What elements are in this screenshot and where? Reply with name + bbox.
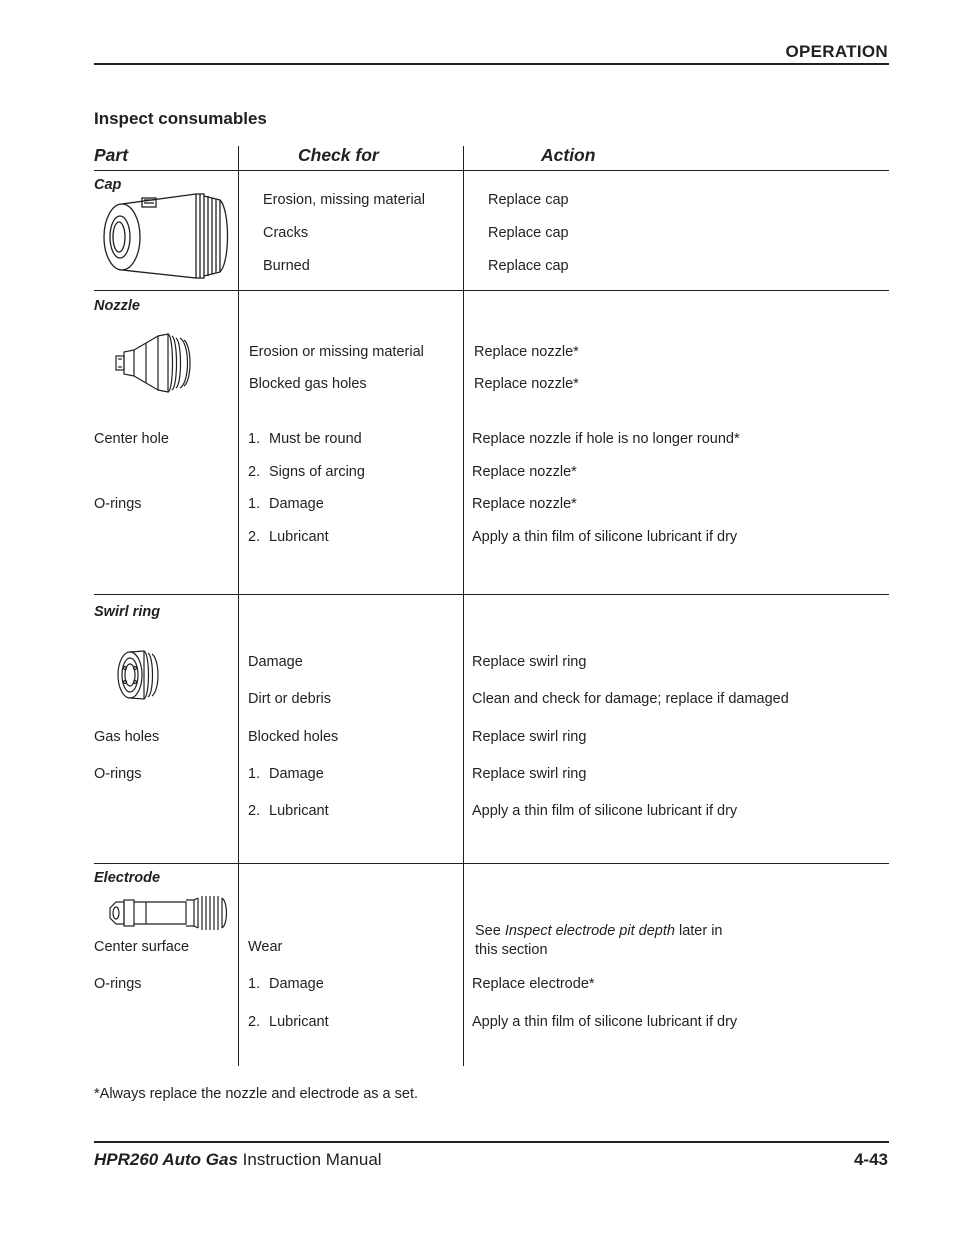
swirl-check-2: Dirt or debris <box>248 691 331 707</box>
check-text: Damage <box>269 496 324 512</box>
list-number: 2. <box>248 464 261 480</box>
nozzle-orings-check-1 <box>248 496 324 512</box>
check-text: Lubricant <box>269 803 329 819</box>
electrode-orings-check-2 <box>248 1014 329 1030</box>
electrode-orings-action-1: Replace electrode* <box>472 976 595 992</box>
electrode-center-surface-action <box>475 923 723 939</box>
check-text: Lubricant <box>269 529 329 545</box>
footer-rule <box>94 1141 889 1143</box>
footer-manual: Instruction Manual <box>237 1150 382 1169</box>
footer-manual-title <box>94 1150 382 1170</box>
electrode-orings-action-2: Apply a thin film of silicone lubricant if dry <box>472 1014 738 1030</box>
nozzle-part-center-hole: Center hole <box>94 431 169 447</box>
check-text: Must be round <box>269 431 362 447</box>
electrode-center-surface-check: Wear <box>248 939 283 955</box>
electrode-illustration <box>106 892 230 934</box>
column-divider-2 <box>463 146 464 1066</box>
check-text: Lubricant <box>269 1014 329 1030</box>
swirl-orings-action-1: Replace swirl ring <box>472 766 587 782</box>
check-text: Signs of arcing <box>269 464 365 480</box>
column-divider-1 <box>238 146 239 1066</box>
list-number: 2. <box>248 803 261 819</box>
nozzle-orings-check-2 <box>248 529 329 545</box>
row-divider-cap <box>94 290 889 291</box>
table-header-rule <box>94 170 889 171</box>
row-divider-nozzle <box>94 594 889 595</box>
swirl-ring-illustration <box>114 648 164 702</box>
footer-model: HPR260 Auto Gas <box>94 1150 238 1169</box>
swirl-gas-holes-check: Blocked holes <box>248 729 339 745</box>
swirl-gas-holes-action: Replace swirl ring <box>472 729 587 745</box>
list-number: 1. <box>248 496 261 512</box>
list-number: 1. <box>248 431 261 447</box>
nozzle-check-1: Erosion or missing material <box>249 344 424 360</box>
part-name-cap: Cap <box>94 177 122 193</box>
cross-reference-text: Inspect electrode pit depth <box>504 923 675 939</box>
swirl-check-1: Damage <box>248 654 303 670</box>
cap-action-3: Replace cap <box>488 258 569 274</box>
cap-action-2: Replace cap <box>488 225 569 241</box>
nozzle-action-2: Replace nozzle* <box>474 376 579 392</box>
header-rule <box>94 63 889 65</box>
list-number: 1. <box>248 976 261 992</box>
nozzle-center-hole-action-1: Replace nozzle if hole is no longer round* <box>472 431 740 447</box>
list-number: 1. <box>248 766 261 782</box>
column-header-check: Check for <box>298 145 379 165</box>
list-number: 2. <box>248 1014 261 1030</box>
swirl-part-gas-holes: Gas holes <box>94 729 160 745</box>
swirl-orings-check-1 <box>248 766 324 782</box>
column-header-part: Part <box>94 145 129 165</box>
cap-check-2: Cracks <box>263 225 309 241</box>
cap-check-3: Burned <box>263 258 310 274</box>
swirl-action-2: Clean and check for damage; replace if damaged <box>472 691 789 707</box>
nozzle-action-1: Replace nozzle* <box>474 344 579 360</box>
swirl-orings-check-2 <box>248 803 329 819</box>
swirl-part-orings: O-rings <box>94 766 142 782</box>
part-name-swirl-ring: Swirl ring <box>94 604 161 620</box>
swirl-action-1: Replace swirl ring <box>472 654 587 670</box>
action-text: later in <box>674 923 723 939</box>
cap-action-1: Replace cap <box>488 192 569 208</box>
part-name-nozzle: Nozzle <box>94 298 140 314</box>
page-title: Inspect consumables <box>94 109 267 128</box>
cap-illustration <box>100 190 232 282</box>
row-divider-swirl <box>94 863 889 864</box>
column-header-action: Action <box>541 145 596 165</box>
action-text: See <box>475 923 505 939</box>
nozzle-illustration <box>112 332 194 394</box>
nozzle-center-hole-action-2: Replace nozzle* <box>472 464 577 480</box>
nozzle-orings-action-2: Apply a thin film of silicone lubricant if dry <box>472 529 738 545</box>
footnote: *Always replace the nozzle and electrode as a set. <box>94 1086 419 1102</box>
electrode-part-orings: O-rings <box>94 976 142 992</box>
cap-check-1: Erosion, missing material <box>263 192 425 208</box>
part-name-electrode: Electrode <box>94 870 161 886</box>
nozzle-part-orings: O-rings <box>94 496 142 512</box>
list-number: 2. <box>248 529 261 545</box>
check-text: Damage <box>269 976 324 992</box>
electrode-center-surface-action-line2: this section <box>475 942 548 958</box>
nozzle-check-2: Blocked gas holes <box>249 376 367 392</box>
section-header: OPERATION <box>785 42 888 61</box>
nozzle-orings-action-1: Replace nozzle* <box>472 496 577 512</box>
page-number: 4-43 <box>853 1150 888 1169</box>
electrode-part-center-surface: Center surface <box>94 939 190 955</box>
nozzle-center-hole-check-1 <box>248 431 362 447</box>
swirl-orings-action-2: Apply a thin film of silicone lubricant if dry <box>472 803 738 819</box>
nozzle-center-hole-check-2 <box>248 464 365 480</box>
electrode-orings-check-1 <box>248 976 324 992</box>
check-text: Damage <box>269 766 324 782</box>
